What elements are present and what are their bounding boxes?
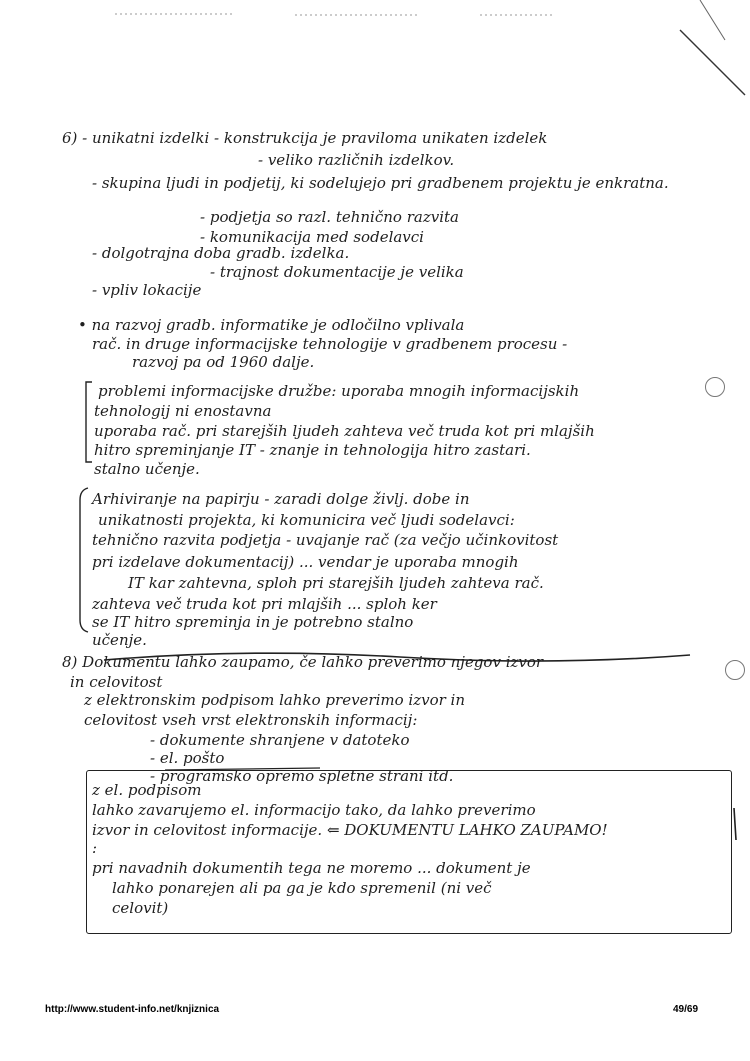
note-line: : — [92, 839, 98, 857]
note-line: - dolgotrajna doba gradb. izdelka. — [92, 244, 350, 262]
note-line: hitro spreminjanje IT - znanje in tehnologija hitro zastari. — [94, 441, 531, 459]
note-line: • na razvoj gradb. informatike je odločilno vplivala — [78, 316, 465, 334]
note-line: tehnologij ni enostavna — [94, 402, 272, 420]
note-line: - el. pošto — [150, 749, 225, 767]
note-line: izvor in celovitost informacije. ⇐ DOKUMENTU LAHKO ZAUPAMO! — [92, 821, 608, 839]
note-line: - dokumente shranjene v datoteko — [150, 731, 410, 749]
note-line: pri navadnih dokumentih tega ne moremo ... dokument je — [92, 859, 531, 877]
note-line: se IT hitro spreminja in je potrebno stalno — [92, 613, 414, 631]
footer-page-number: 49/69 — [673, 1004, 699, 1015]
note-line: pri izdelave dokumentacij) ... vendar je uporaba mnogih — [92, 553, 519, 571]
note-line: rač. in druge informacijske tehnologije v gradbenem procesu - — [92, 335, 568, 353]
note-line: 6) - unikatni izdelki - konstrukcija je praviloma unikaten izdelek — [62, 129, 548, 147]
note-line: problemi informacijske družbe: uporaba mnogih informacijskih — [98, 382, 580, 400]
note-line: lahko zavarujemo el. informacijo tako, da lahko preverimo — [92, 801, 536, 819]
punch-hole-top — [705, 377, 725, 397]
note-line: IT kar zahtevna, sploh pri starejših ljudeh zahteva rač. — [128, 574, 544, 592]
note-line: stalno učenje. — [94, 460, 200, 478]
note-line: - vpliv lokacije — [92, 281, 202, 299]
note-line: Arhiviranje na papirju - zaradi dolge življ. dobe in — [92, 490, 470, 508]
note-line: - programsko opremo spletne strani itd. — [150, 767, 454, 785]
note-line: uporaba rač. pri starejših ljudeh zahteva več truda kot pri mlajših — [94, 422, 595, 440]
note-line: celovit) — [112, 899, 169, 917]
note-line: - komunikacija med sodelavci — [200, 228, 424, 246]
note-line: učenje. — [92, 631, 147, 649]
note-line: - podjetja so razl. tehnično razvita — [200, 208, 459, 226]
note-line: in celovitost — [70, 673, 163, 691]
note-line: lahko ponarejen ali pa ga je kdo spremenil (ni več — [112, 879, 492, 897]
note-line: z el. podpisom — [92, 781, 202, 799]
note-line: zahteva več truda kot pri mlajših ... sploh ker — [92, 595, 437, 613]
note-line: 8) Dokumentu lahko zaupamo, če lahko preverimo njegov izvor — [62, 653, 544, 671]
note-line: - trajnost dokumentacije je velika — [210, 263, 464, 281]
note-line: - veliko različnih izdelkov. — [258, 151, 455, 169]
note-line: unikatnosti projekta, ki komunicira več ljudi sodelavci: — [98, 511, 515, 529]
note-line: z elektronskim podpisom lahko preverimo izvor in — [84, 691, 466, 709]
note-line: tehnično razvita podjetja - uvajanje rač (za večjo učinkovitost — [92, 531, 559, 549]
note-line: - skupina ljudi in podjetij, ki sodelujejo pri gradbenem projektu je enkratna. — [92, 174, 669, 192]
punch-hole-bottom — [725, 660, 745, 680]
footer-url: http://www.student-info.net/knjiznica — [45, 1004, 220, 1015]
note-line: celovitost vseh vrst elektronskih informacij: — [84, 711, 418, 729]
note-line: razvoj pa od 1960 dalje. — [132, 353, 315, 371]
